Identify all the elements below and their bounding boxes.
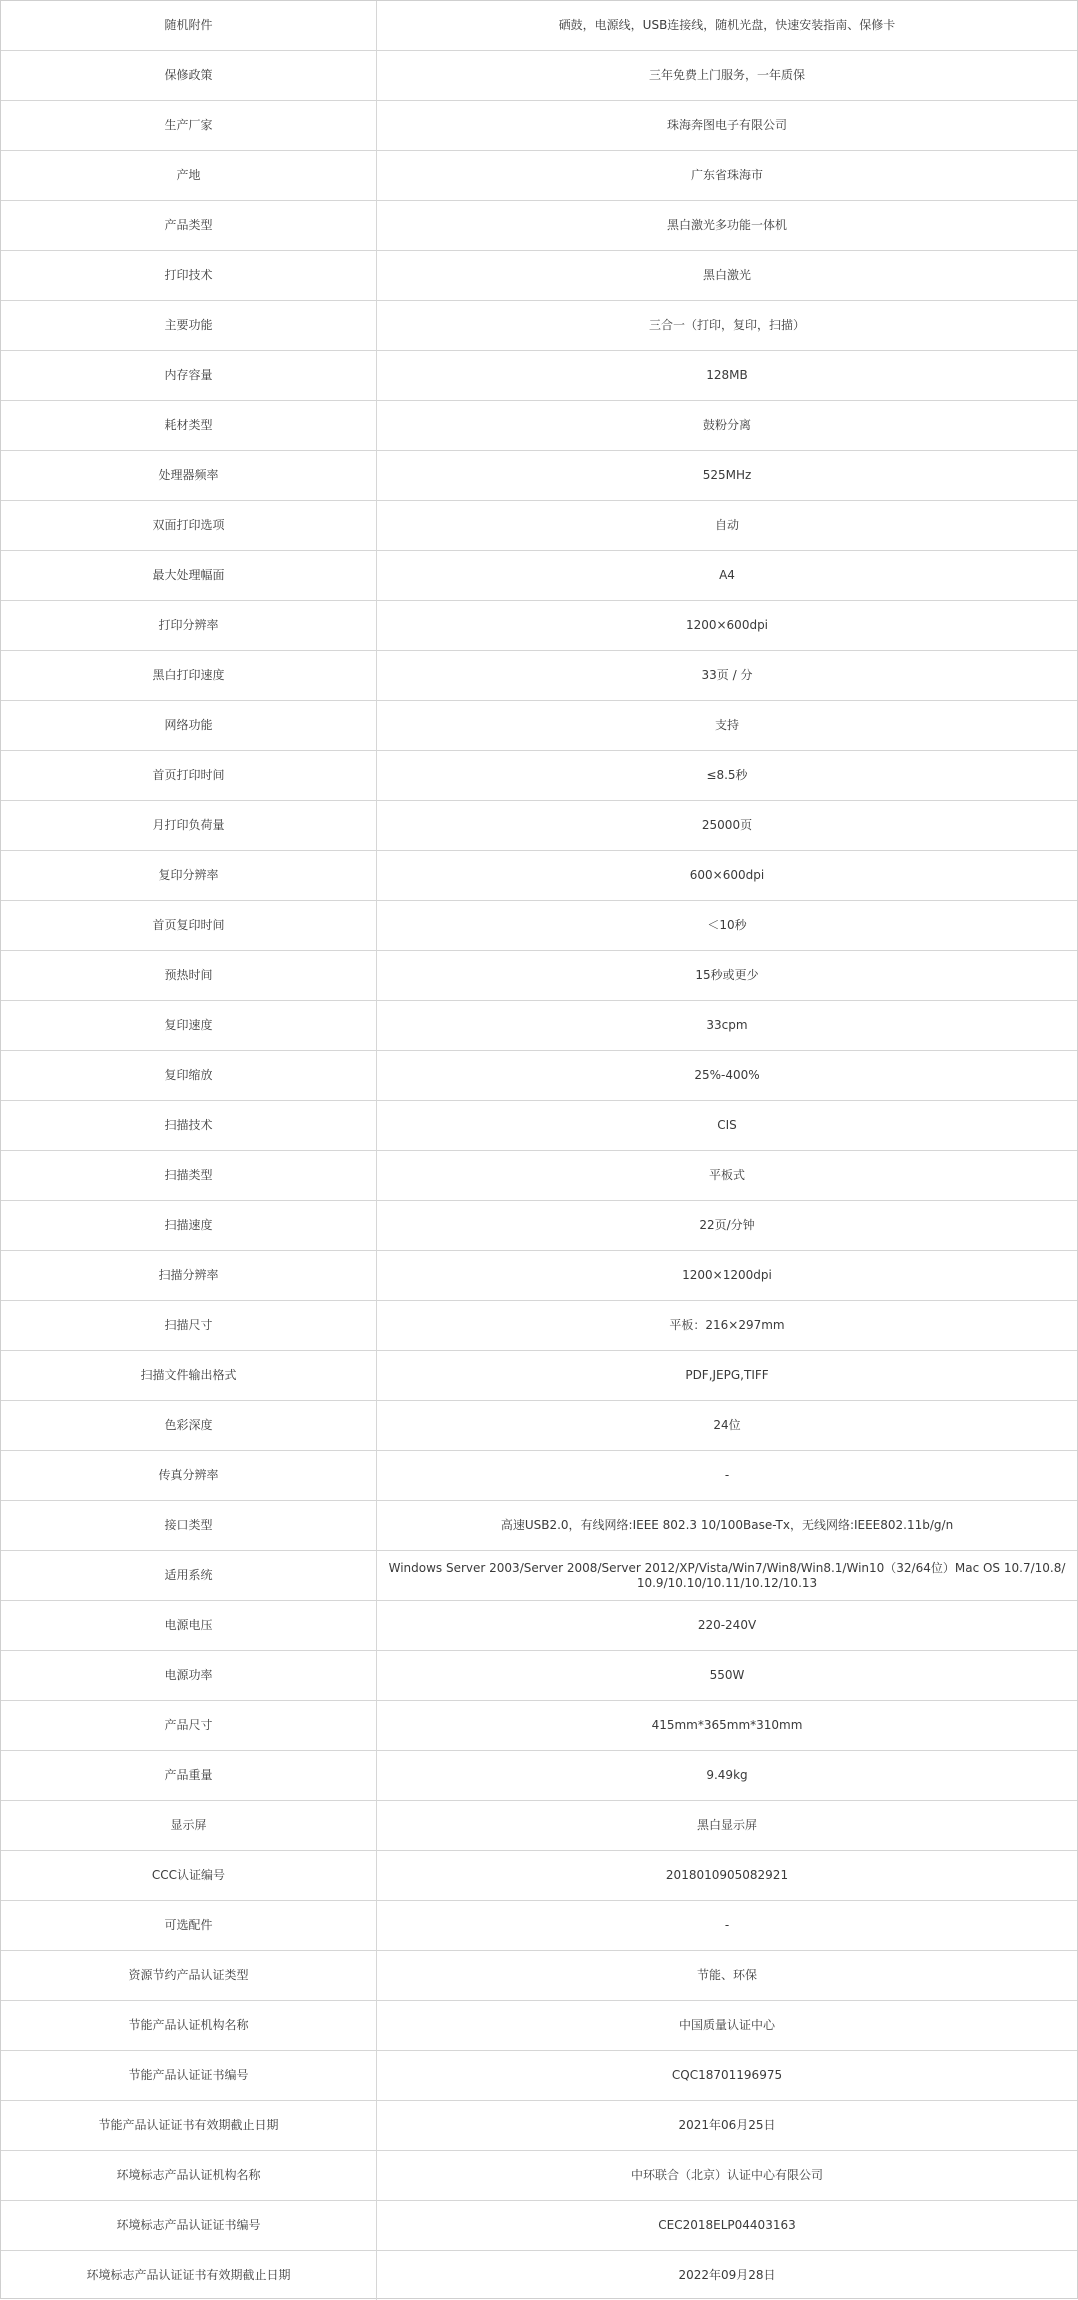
spec-key: 环境标志产品认证证书编号 xyxy=(1,2201,377,2250)
table-row xyxy=(1,1801,1077,1851)
spec-key: 最大处理幅面 xyxy=(1,551,377,600)
table-row xyxy=(1,301,1077,351)
table-row xyxy=(1,201,1077,251)
table-row xyxy=(1,1351,1077,1401)
table-row xyxy=(1,401,1077,451)
spec-value: 1200×600dpi xyxy=(685,618,769,632)
table-row xyxy=(1,51,1077,101)
spec-key: 扫描类型 xyxy=(1,1151,377,1200)
spec-value: 415mm*365mm*310mm xyxy=(651,1718,803,1732)
spec-value: 节能、环保 xyxy=(696,1968,757,1982)
spec-value: 2021年06月25日 xyxy=(678,2118,776,2132)
spec-key: 适用系统 xyxy=(1,1551,377,1600)
spec-value: 三年免费上门服务，一年质保 xyxy=(648,68,805,82)
table-row xyxy=(1,701,1077,751)
table-row xyxy=(1,101,1077,151)
spec-key: 扫描速度 xyxy=(1,1201,377,1250)
spec-value: - xyxy=(724,1468,730,1482)
spec-value: 平板：216×297mm xyxy=(669,1318,785,1332)
spec-value: 220-240V xyxy=(697,1618,757,1632)
table-row xyxy=(1,1451,1077,1501)
table-row xyxy=(1,1651,1077,1701)
spec-value: 550W xyxy=(709,1668,745,1682)
spec-key: 耗材类型 xyxy=(1,401,377,450)
table-row xyxy=(1,1551,1077,1601)
spec-value: CIS xyxy=(717,1118,737,1132)
table-row xyxy=(1,1851,1077,1901)
spec-key: 首页打印时间 xyxy=(1,751,377,800)
spec-value: 22页/分钟 xyxy=(699,1218,755,1232)
table-row xyxy=(1,2151,1077,2201)
spec-key: 产地 xyxy=(1,151,377,200)
table-row xyxy=(1,1501,1077,1551)
spec-key: 扫描技术 xyxy=(1,1101,377,1150)
spec-value: 33cpm xyxy=(706,1018,748,1032)
spec-value: CEC2018ELP04403163 xyxy=(658,2218,796,2232)
table-row xyxy=(1,1951,1077,2001)
spec-key: 主要功能 xyxy=(1,301,377,350)
spec-value: 黑白激光 xyxy=(702,268,751,282)
table-row xyxy=(1,1401,1077,1451)
spec-key: 生产厂家 xyxy=(1,101,377,150)
spec-value: 黑白显示屏 xyxy=(696,1818,757,1832)
spec-value: 高速USB2.0，有线网络:IEEE 802.3 10/100Base-Tx，无线网络:IEEE802.11b/g/n xyxy=(500,1518,954,1532)
spec-value: 2018010905082921 xyxy=(665,1868,789,1882)
spec-value: A4 xyxy=(719,568,735,582)
spec-key: 扫描分辨率 xyxy=(1,1251,377,1300)
table-row xyxy=(1,1751,1077,1801)
spec-value: 黑白激光多功能一体机 xyxy=(666,218,787,232)
spec-key: 环境标志产品认证机构名称 xyxy=(1,2151,377,2200)
table-row xyxy=(1,2101,1077,2151)
table-row xyxy=(1,851,1077,901)
spec-key: 双面打印选项 xyxy=(1,501,377,550)
table-row xyxy=(1,451,1077,501)
spec-value: 25000页 xyxy=(701,818,753,832)
table-row xyxy=(1,2001,1077,2051)
spec-key: 复印分辨率 xyxy=(1,851,377,900)
table-row xyxy=(1,2201,1077,2251)
spec-value: 25%-400% xyxy=(694,1068,760,1082)
spec-key: 预热时间 xyxy=(1,951,377,1000)
spec-key: 资源节约产品认证类型 xyxy=(1,1951,377,2000)
spec-value: 1200×1200dpi xyxy=(682,1268,772,1282)
spec-key: 随机附件 xyxy=(1,1,377,50)
table-row xyxy=(1,1601,1077,1651)
spec-key: 扫描文件输出格式 xyxy=(1,1351,377,1400)
spec-value: ≤8.5秒 xyxy=(706,768,748,782)
table-row xyxy=(1,1251,1077,1301)
spec-key: 复印缩放 xyxy=(1,1051,377,1100)
spec-key: CCC认证编号 xyxy=(1,1851,377,1900)
table-row xyxy=(1,901,1077,951)
table-row xyxy=(1,1051,1077,1101)
spec-key: 传真分辨率 xyxy=(1,1451,377,1500)
spec-value: 中环联合（北京）认证中心有限公司 xyxy=(630,2168,823,2182)
spec-value: Windows Server 2003/Server 2008/Server 2012/XP/Vista/Win7/Win8/Win8.1/Win10（32/64位）Mac OS 10.7/10.8/10.9/10.10/10.11/10.12/10.13 xyxy=(388,1560,1066,1590)
spec-key: 环境标志产品认证证书有效期截止日期 xyxy=(1,2251,377,2300)
table-row xyxy=(1,1901,1077,1951)
table-row xyxy=(1,1701,1077,1751)
spec-key: 网络功能 xyxy=(1,701,377,750)
spec-value: ＜10秒 xyxy=(707,918,747,932)
spec-key: 复印速度 xyxy=(1,1001,377,1050)
spec-value: 自动 xyxy=(714,518,739,532)
spec-key: 打印技术 xyxy=(1,251,377,300)
spec-value: 硒鼓，电源线，USB连接线，随机光盘，快速安装指南、保修卡 xyxy=(558,18,896,32)
spec-key: 月打印负荷量 xyxy=(1,801,377,850)
table-row xyxy=(1,1201,1077,1251)
spec-value: 三合一（打印，复印，扫描） xyxy=(648,318,805,332)
table-row xyxy=(1,1,1077,51)
spec-value: 9.49kg xyxy=(706,1768,748,1782)
spec-key: 节能产品认证机构名称 xyxy=(1,2001,377,2050)
spec-value: 15秒或更少 xyxy=(695,968,759,982)
table-row xyxy=(1,501,1077,551)
spec-key: 扫描尺寸 xyxy=(1,1301,377,1350)
table-row xyxy=(1,1001,1077,1051)
spec-value: 广东省珠海市 xyxy=(690,168,763,182)
table-row xyxy=(1,1151,1077,1201)
spec-key: 产品类型 xyxy=(1,201,377,250)
spec-value: 600×600dpi xyxy=(689,868,765,882)
spec-key: 电源电压 xyxy=(1,1601,377,1650)
spec-value: 525MHz xyxy=(702,468,752,482)
spec-value: 珠海奔图电子有限公司 xyxy=(666,118,787,132)
spec-value: 鼓粉分离 xyxy=(702,418,751,432)
spec-value: 24位 xyxy=(713,1418,741,1432)
spec-key: 色彩深度 xyxy=(1,1401,377,1450)
table-row xyxy=(1,1101,1077,1151)
table-row xyxy=(1,1301,1077,1351)
spec-value: 中国质量认证中心 xyxy=(678,2018,775,2032)
spec-value: PDF,JEPG,TIFF xyxy=(685,1368,769,1382)
spec-key: 首页复印时间 xyxy=(1,901,377,950)
spec-key: 显示屏 xyxy=(1,1801,377,1850)
spec-key: 黑白打印速度 xyxy=(1,651,377,700)
table-row xyxy=(1,251,1077,301)
spec-value: 平板式 xyxy=(708,1168,745,1182)
table-row xyxy=(1,951,1077,1001)
table-row xyxy=(1,551,1077,601)
spec-key: 可选配件 xyxy=(1,1901,377,1950)
spec-key: 节能产品认证证书有效期截止日期 xyxy=(1,2101,377,2150)
spec-value: 2022年09月28日 xyxy=(678,2268,776,2282)
spec-key: 接口类型 xyxy=(1,1501,377,1550)
table-row xyxy=(1,351,1077,401)
spec-key: 打印分辨率 xyxy=(1,601,377,650)
table-row xyxy=(1,151,1077,201)
spec-key: 产品重量 xyxy=(1,1751,377,1800)
spec-key: 处理器频率 xyxy=(1,451,377,500)
spec-key: 电源功率 xyxy=(1,1651,377,1700)
spec-key: 产品尺寸 xyxy=(1,1701,377,1750)
spec-value: - xyxy=(724,1918,730,1932)
spec-value: CQC18701196975 xyxy=(671,2068,783,2082)
table-row xyxy=(1,651,1077,701)
table-row xyxy=(1,801,1077,851)
spec-key: 节能产品认证证书编号 xyxy=(1,2051,377,2100)
spec-value: 支持 xyxy=(714,718,739,732)
table-row xyxy=(1,2051,1077,2101)
spec-value: 33页 / 分 xyxy=(701,668,753,682)
spec-key: 内存容量 xyxy=(1,351,377,400)
table-row xyxy=(1,751,1077,801)
spec-key: 保修政策 xyxy=(1,51,377,100)
table-row xyxy=(1,2251,1077,2300)
spec-value: 128MB xyxy=(706,368,748,382)
table-row xyxy=(1,601,1077,651)
